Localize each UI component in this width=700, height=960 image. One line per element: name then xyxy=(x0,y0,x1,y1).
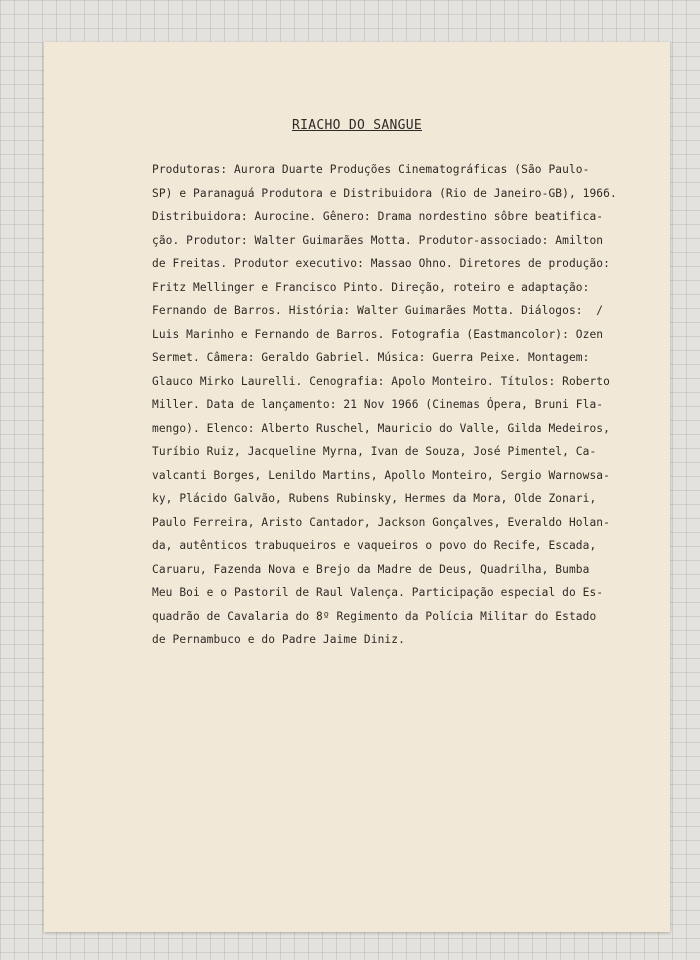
text-line: Produtoras: Aurora Duarte Produções Cinematográficas (São Paulo- xyxy=(152,163,590,176)
document-title: RIACHO DO SANGUE xyxy=(291,118,423,133)
text-line: quadrão de Cavalaria do 8º Regimento da Polícia Militar do Estado xyxy=(152,609,597,623)
text-line: Glauco Mirko Laurelli. Cenografia: Apolo Monteiro. Títulos: Roberto xyxy=(152,374,610,388)
text-line: Miller. Data de lançamento: 21 Nov 1966 (Cinemas Ópera, Bruni Fla- xyxy=(152,398,604,411)
text-line: Turíbio Ruiz, Jacqueline Myrna, Ivan de Souza, José Pimentel, Ca- xyxy=(152,445,597,458)
text-line: Fernando de Barros. História: Walter Guimarães Motta. Diálogos: / xyxy=(152,304,604,317)
text-line: Sermet. Câmera: Geraldo Gabriel. Música: Guerra Peixe. Montagem: xyxy=(152,351,590,364)
text-line: Paulo Ferreira, Aristo Cantador, Jackson Gonçalves, Everaldo Holan- xyxy=(152,515,610,529)
text-line: ky, Plácido Galvão, Rubens Rubinsky, Hermes da Mora, Olde Zonari, xyxy=(152,492,597,505)
text-line: mengo). Elenco: Alberto Ruschel, Mauricio do Valle, Gilda Medeiros, xyxy=(152,421,610,435)
text-line: de Pernambuco e do Padre Jaime Diniz. xyxy=(152,633,405,646)
text-line: valcanti Borges, Lenildo Martins, Apollo Monteiro, Sergio Warnowsa- xyxy=(152,468,610,482)
text-line: da, autênticos trabuqueiros e vaqueiros o povo do Recife, Escada, xyxy=(152,539,597,552)
document-body xyxy=(152,158,617,652)
text-line: Distribuidora: Aurocine. Gênero: Drama nordestino sôbre beatifica- xyxy=(152,210,604,223)
text-line: Meu Boi e o Pastoril de Raul Valença. Participação especial do Es- xyxy=(152,586,604,599)
text-line: Caruaru, Fazenda Nova e Brejo da Madre de Deus, Quadrilha, Bumba xyxy=(152,562,590,576)
text-line: SP) e Paranaguá Produtora e Distribuidora (Rio de Janeiro-GB), 1966. xyxy=(152,186,617,200)
text-line: de Freitas. Produtor executivo: Massao Ohno. Diretores de produção: xyxy=(152,257,610,270)
typed-page xyxy=(44,42,670,932)
text-line: Fritz Mellinger e Francisco Pinto. Direção, roteiro e adaptação: xyxy=(152,280,590,294)
text-line: ção. Produtor: Walter Guimarães Motta. Produtor-associado: Amilton xyxy=(152,233,604,247)
text-line: Luis Marinho e Fernando de Barros. Fotografia (Eastmancolor): Ozen xyxy=(152,327,604,341)
